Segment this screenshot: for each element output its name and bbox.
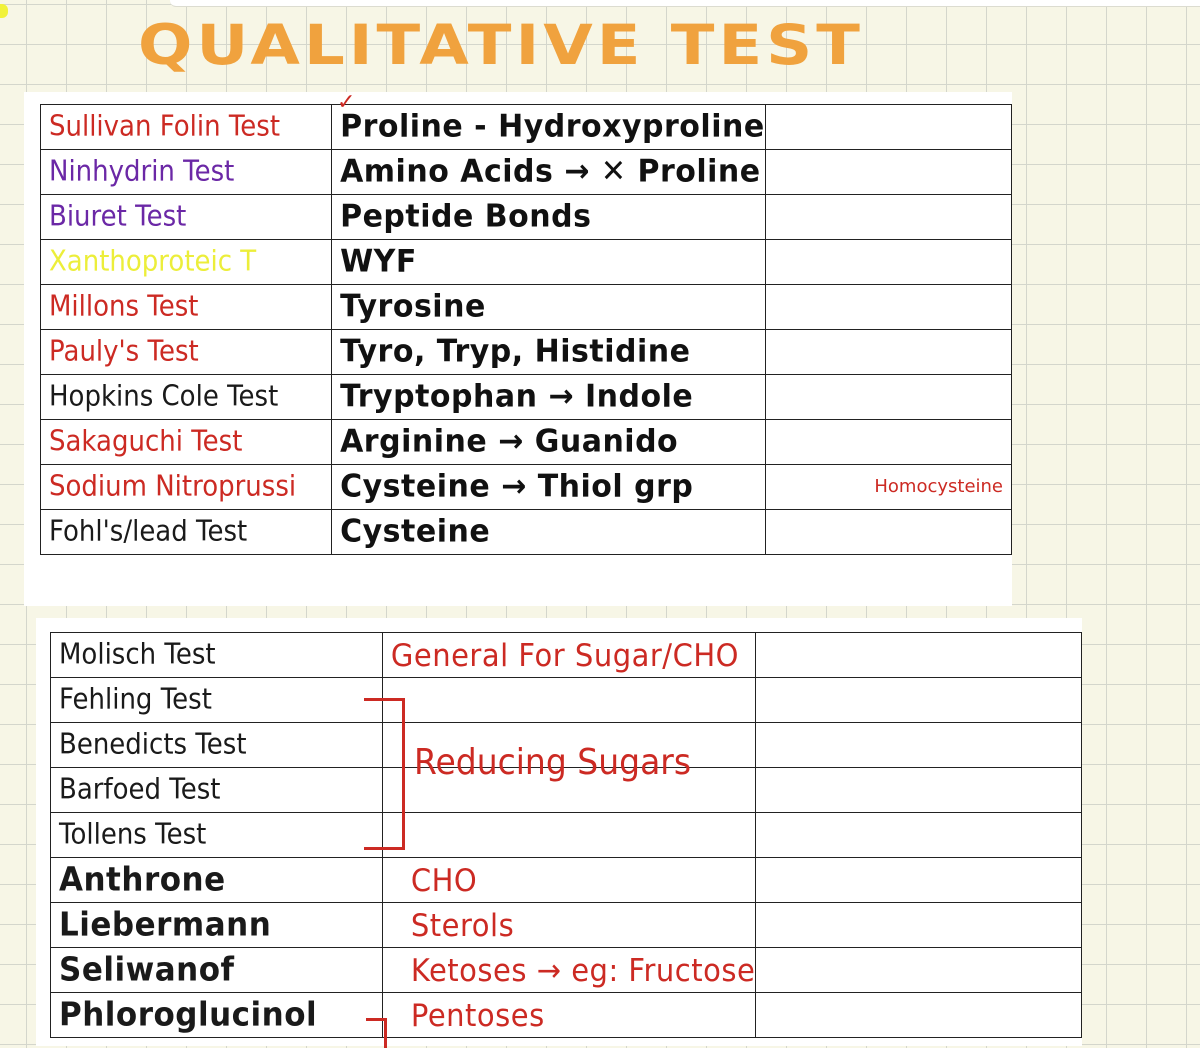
- test-name: Sullivan Folin Test: [49, 110, 281, 144]
- check-mark-icon: ✓: [337, 90, 356, 115]
- empty-cell: [756, 858, 1082, 903]
- empty-cell: [756, 633, 1082, 678]
- detects-cell: [332, 195, 766, 240]
- table-row: [41, 285, 1012, 330]
- detects-cell: [382, 948, 755, 993]
- empty-cell: [756, 813, 1082, 858]
- note-cell: [765, 150, 1011, 195]
- note-cell: [765, 105, 1011, 150]
- test-name-cell: [51, 633, 383, 678]
- detects-value: General For Sugar/CHO: [390, 636, 739, 673]
- test-name: Sodium Nitroprussi: [49, 470, 297, 504]
- detects-cell: [382, 903, 755, 948]
- top-toolbar-strip: [170, 0, 1200, 7]
- test-name-cell: [41, 375, 332, 420]
- detects-cell: [332, 375, 766, 420]
- empty-cell: [756, 723, 1082, 768]
- test-name-cell: [51, 768, 383, 813]
- highlighter-mark: [0, 4, 8, 18]
- test-name-cell: [51, 948, 383, 993]
- test-name: Phloroglucinol: [59, 995, 318, 1034]
- detects-cell: [332, 330, 766, 375]
- detects-value: Amino Acids → ✕ Proline: [340, 153, 761, 190]
- table-row: [41, 510, 1012, 555]
- table-row: [41, 195, 1012, 240]
- test-name-cell: [41, 195, 332, 240]
- detects-value: Cysteine: [340, 513, 491, 550]
- test-name-cell: [51, 723, 383, 768]
- note-cell: [765, 510, 1011, 555]
- test-name: Ninhydrin Test: [49, 155, 235, 189]
- note-cell: [765, 420, 1011, 465]
- test-name: Hopkins Cole Test: [49, 380, 279, 414]
- detects-cell: [332, 150, 766, 195]
- test-name: Sakaguchi Test: [49, 425, 243, 459]
- table-row: [51, 993, 1082, 1038]
- table-row: [51, 678, 1082, 723]
- test-name-cell: [41, 105, 332, 150]
- carb-tests-sheet: [36, 618, 1082, 1046]
- protein-tests-body: [41, 105, 1012, 555]
- detects-cell: [382, 858, 755, 903]
- empty-cell: [756, 678, 1082, 723]
- carb-tests-body: [51, 633, 1082, 1038]
- table-row: [51, 948, 1082, 993]
- detects-cell: [382, 813, 755, 858]
- table-row: [51, 858, 1082, 903]
- test-name: Biuret Test: [49, 200, 187, 234]
- carb-tests-table: [50, 632, 1082, 1038]
- pentoses-bracket-stem: [384, 1018, 387, 1048]
- table-row: [51, 903, 1082, 948]
- test-name: Fohl's/lead Test: [49, 515, 248, 549]
- note-cell: [765, 330, 1011, 375]
- reducing-sugars-bracket: [364, 698, 405, 850]
- test-name: Pauly's Test: [49, 335, 199, 369]
- test-name-cell: [41, 285, 332, 330]
- pentoses-bracket-top: [366, 1018, 386, 1021]
- detects-value: Peptide Bonds: [340, 198, 592, 235]
- detects-cell: [382, 678, 755, 723]
- detects-value: Tryptophan → Indole: [340, 378, 694, 415]
- test-name: Seliwanof: [59, 950, 235, 989]
- test-name: Xanthoproteic T: [49, 245, 257, 279]
- detects-value: Tyrosine: [340, 288, 486, 325]
- test-name: Barfoed Test: [59, 773, 221, 807]
- detects-cell: [332, 510, 766, 555]
- test-name: Liebermann: [59, 905, 272, 944]
- note-cell: [765, 240, 1011, 285]
- detects-value: Tyro, Tryp, Histidine: [340, 333, 691, 370]
- test-name: Molisch Test: [59, 638, 216, 672]
- note-cell: [765, 375, 1011, 420]
- detects-value: Sterols: [410, 906, 515, 943]
- test-name-cell: [51, 858, 383, 903]
- detects-cell: [382, 993, 755, 1038]
- detects-value: Cysteine → Thiol grp: [340, 468, 694, 505]
- protein-tests-sheet: [24, 92, 1012, 606]
- test-name: Millons Test: [49, 290, 199, 324]
- test-name-cell: [41, 510, 332, 555]
- detects-value: WYF: [340, 243, 417, 280]
- empty-cell: [756, 948, 1082, 993]
- test-name-cell: [51, 993, 383, 1038]
- test-name: Fehling Test: [59, 683, 212, 717]
- table-row: [51, 813, 1082, 858]
- table-row: [41, 240, 1012, 285]
- detects-cell: [332, 285, 766, 330]
- detects-cell: [332, 420, 766, 465]
- detects-value: Ketoses → eg: Fructose: [410, 951, 756, 988]
- note-cell: [765, 195, 1011, 240]
- test-name: Benedicts Test: [59, 728, 247, 762]
- test-name-cell: [41, 330, 332, 375]
- note-cell: [765, 285, 1011, 330]
- test-name-cell: [41, 150, 332, 195]
- reducing-sugars-label: Reducing Sugars: [414, 740, 692, 783]
- table-row: [41, 375, 1012, 420]
- note-value: Homocysteine: [874, 476, 1003, 497]
- table-row: [41, 465, 1012, 510]
- detects-value: Proline - Hydroxyproline: [340, 108, 765, 145]
- detects-value: CHO: [410, 861, 478, 898]
- test-name-cell: [41, 420, 332, 465]
- test-name-cell: [41, 240, 332, 285]
- detects-cell: [332, 105, 766, 150]
- page-title: QUALITATIVE TEST: [138, 14, 864, 78]
- test-name-cell: [51, 678, 383, 723]
- empty-cell: [756, 903, 1082, 948]
- table-row: [41, 420, 1012, 465]
- table-row: [51, 633, 1082, 678]
- note-cell: [765, 465, 1011, 510]
- test-name: Tollens Test: [59, 818, 207, 852]
- table-row: [41, 150, 1012, 195]
- test-name-cell: [51, 813, 383, 858]
- test-name: Anthrone: [59, 860, 226, 899]
- detects-cell: [382, 633, 755, 678]
- table-row: [41, 105, 1012, 150]
- protein-tests-table: [40, 104, 1012, 555]
- test-name-cell: [51, 903, 383, 948]
- detects-value: Arginine → Guanido: [340, 423, 679, 460]
- detects-value: Pentoses: [410, 996, 545, 1033]
- empty-cell: [756, 768, 1082, 813]
- test-name-cell: [41, 465, 332, 510]
- detects-cell: [332, 465, 766, 510]
- empty-cell: [756, 993, 1082, 1038]
- detects-cell: [332, 240, 766, 285]
- table-row: [41, 330, 1012, 375]
